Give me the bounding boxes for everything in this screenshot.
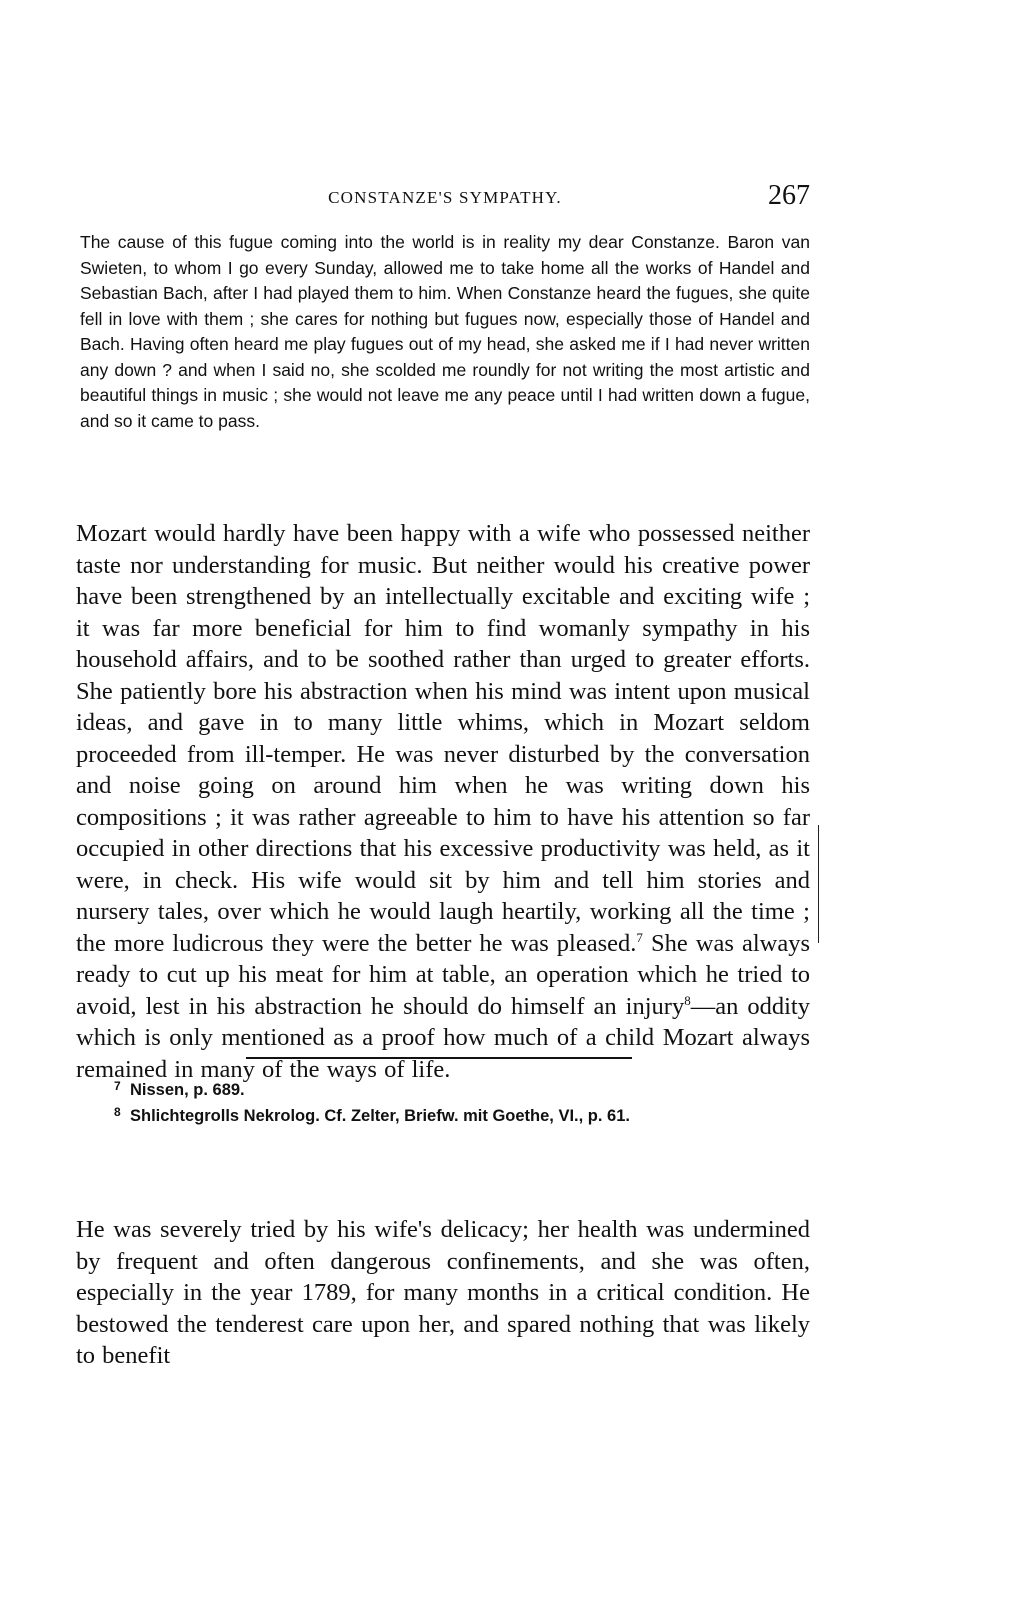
- footnotes: [114, 1077, 814, 1129]
- footnote-reference-8: 8: [684, 992, 691, 1008]
- body-paragraph-1: [76, 518, 810, 1085]
- page-number: 267: [768, 180, 810, 211]
- footnote-text-7: Nissen, p. 689.: [130, 1081, 245, 1099]
- body-paragraph-1-text-a: Mozart would hardly have been happy with a wife who possessed neither taste nor understanding for music. But neither would his creative power have been strengthened by an intellectually excitable and exciting wife ; it was far more beneficial for him to find womanly sympathy in his household affairs, and to be soothed rather than urged to greater efforts. She patiently bore his abstraction when his mind was intent upon musical ideas, and gave in to many little whims, which in Mozart seldom proceeded from ill-temper. He was never disturbed by the conversation and noise going on around him when he was writing down his compositions ; it was rather agreeable to him to have his attention so far occupied in other directions that his excessive productivity was held, as it were, in check. His wife would sit by him and tell him stories and nursery tales, over which he would laugh heartily, working all the time ; the more ludicrous they were the better he was pleased.: [76, 520, 810, 957]
- running-title: CONSTANZE'S SYMPATHY.: [328, 188, 562, 207]
- body-paragraph-1-text-b: She was always ready to cut up his meat for him at table, an operation which he tried to avoid, lest in his abstraction he should do himself an injury: [76, 929, 810, 1020]
- footnote-7: [114, 1077, 814, 1103]
- running-head: [80, 180, 810, 220]
- footnote-marker-8: 8: [114, 1105, 121, 1119]
- body-paragraph-1-text-c: —an oddity which is only mentioned as a proof how much of a child Mozart always remained in many of the ways of life.: [76, 992, 810, 1083]
- margin-mark: [818, 825, 819, 943]
- quoted-letter-extract: The cause of this fugue coming into the world is in reality my dear Constanze. Baron van Swieten, to whom I go every Sunday, allowed me to take home all the works of Handel and Sebastian Bach, after I had played them to him. When Constanze heard the fugues, she quite fell in love with them ; she cares for nothing but fugues now, especially those of Handel and Bach. Having often heard me play fugues out of my head, she asked me if I had never written any down ? and when I said no, she scolded me roundly for not writing the most artistic and beautiful things in music ; she would not leave me any peace until I had written down a fugue, and so it came to pass.: [80, 232, 810, 431]
- body-paragraph-2: He was severely tried by his wife's delicacy; her health was undermined by frequent and often dangerous confinements, and she was often, especially in the year 1789, for many months in a critical condition. He bestowed the tenderest care upon her, and spared nothing that was likely to benefit: [76, 1216, 810, 1369]
- footnote-marker-7: 7: [114, 1079, 121, 1093]
- footnote-8: [114, 1103, 814, 1129]
- footnote-separator: [246, 1057, 632, 1059]
- footnote-reference-7: 7: [636, 929, 643, 945]
- footnote-text-8: Shlichtegrolls Nekrolog. Cf. Zelter, Briefw. mit Goethe, VI., p. 61.: [130, 1107, 630, 1125]
